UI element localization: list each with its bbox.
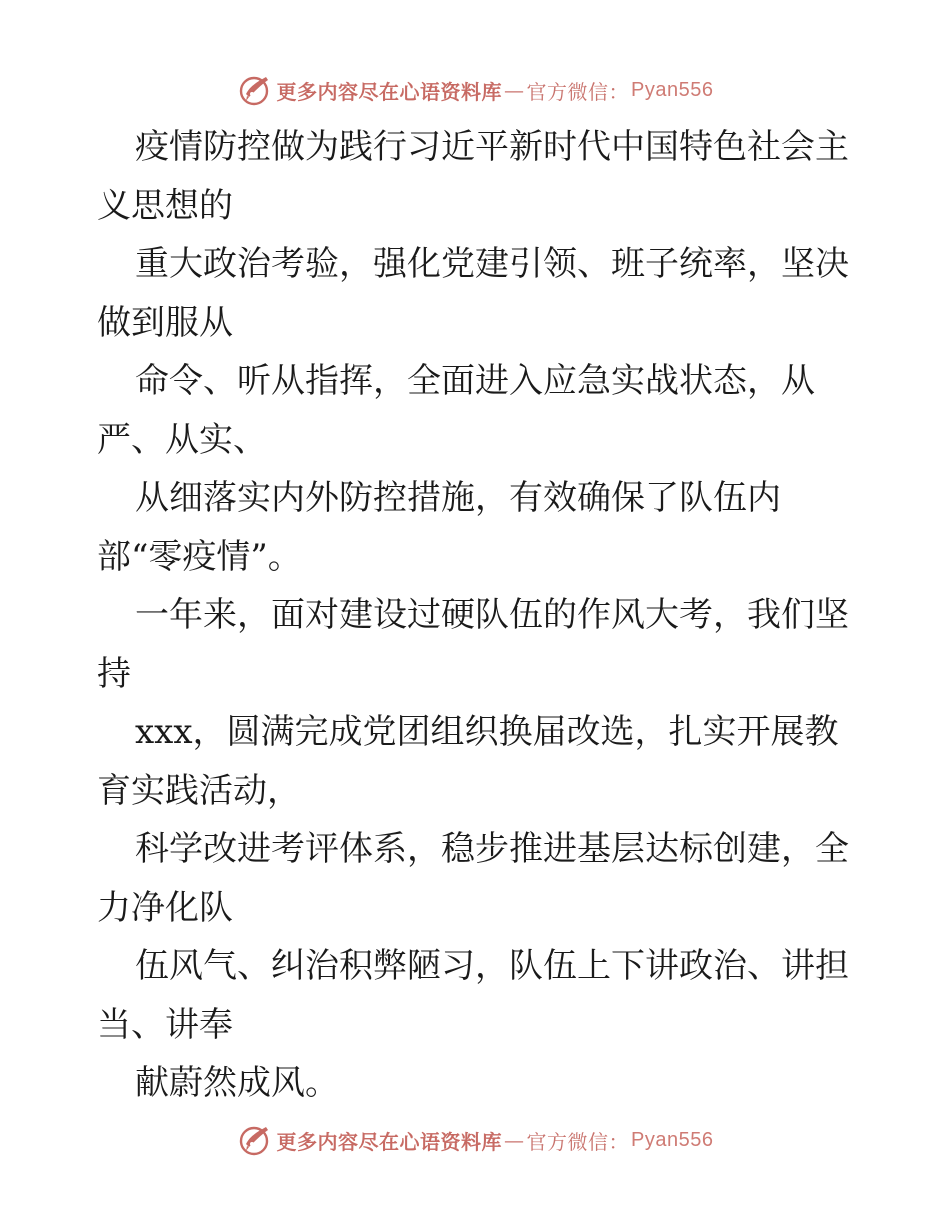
header-brand-text: 更多内容尽在心语资料库 (276, 79, 503, 104)
paragraph-line: 部“零疫情”。 (97, 536, 302, 577)
paragraph-line: 从细落实内外防控措施，有效确保了队伍内 (135, 478, 781, 518)
paragraph-line: 疫情防控做为践行习近平新时代中国特色社会主 (135, 127, 849, 167)
paragraph-line: 育实践活动， (97, 770, 301, 811)
paragraph-line: 一年来，面对建设过硬队伍的作风大考，我们坚 (135, 595, 849, 635)
paragraph-line: 持 (97, 653, 131, 694)
header-separator: — (504, 78, 525, 102)
paragraph-line: 献蔚然成风。 (135, 1063, 339, 1103)
footer-separator: — (504, 1128, 525, 1152)
paragraph-line: xxx，圆满完成党团组织换届改选，扎实开展教 (135, 712, 839, 752)
paragraph-line: 严、从实、 (97, 419, 267, 460)
footer-brand-text: 更多内容尽在心语资料库 (276, 1129, 503, 1154)
brush-pen-logo-icon (237, 72, 273, 108)
paragraph-line: 做到服从 (97, 302, 233, 343)
paragraph-line: 当、讲奉 (97, 1004, 233, 1045)
footer-wechat-label: 官方微信： (526, 1129, 630, 1154)
body-paragraph (97, 118, 857, 1113)
paragraph-line: 命令、听从指挥，全面进入应急实战状态，从 (135, 361, 815, 401)
footer-wechat-id: Pyan556 (631, 1128, 714, 1151)
brush-pen-logo-icon (237, 1122, 273, 1158)
header-wechat-id: Pyan556 (631, 78, 714, 101)
header-watermark-banner (0, 70, 950, 110)
paragraph-line: 科学改进考评体系，稳步推进基层达标创建，全 (135, 829, 849, 869)
paragraph-line: 伍风气、纠治积弊陋习，队伍上下讲政治、讲担 (135, 946, 849, 986)
paragraph-line: 义思想的 (97, 185, 233, 226)
paragraph-line: 重大政治考验，强化党建引领、班子统率，坚决 (135, 244, 849, 284)
header-wechat-label: 官方微信： (526, 79, 630, 104)
paragraph-line: 力净化队 (97, 887, 233, 928)
footer-watermark-banner (0, 1120, 950, 1160)
